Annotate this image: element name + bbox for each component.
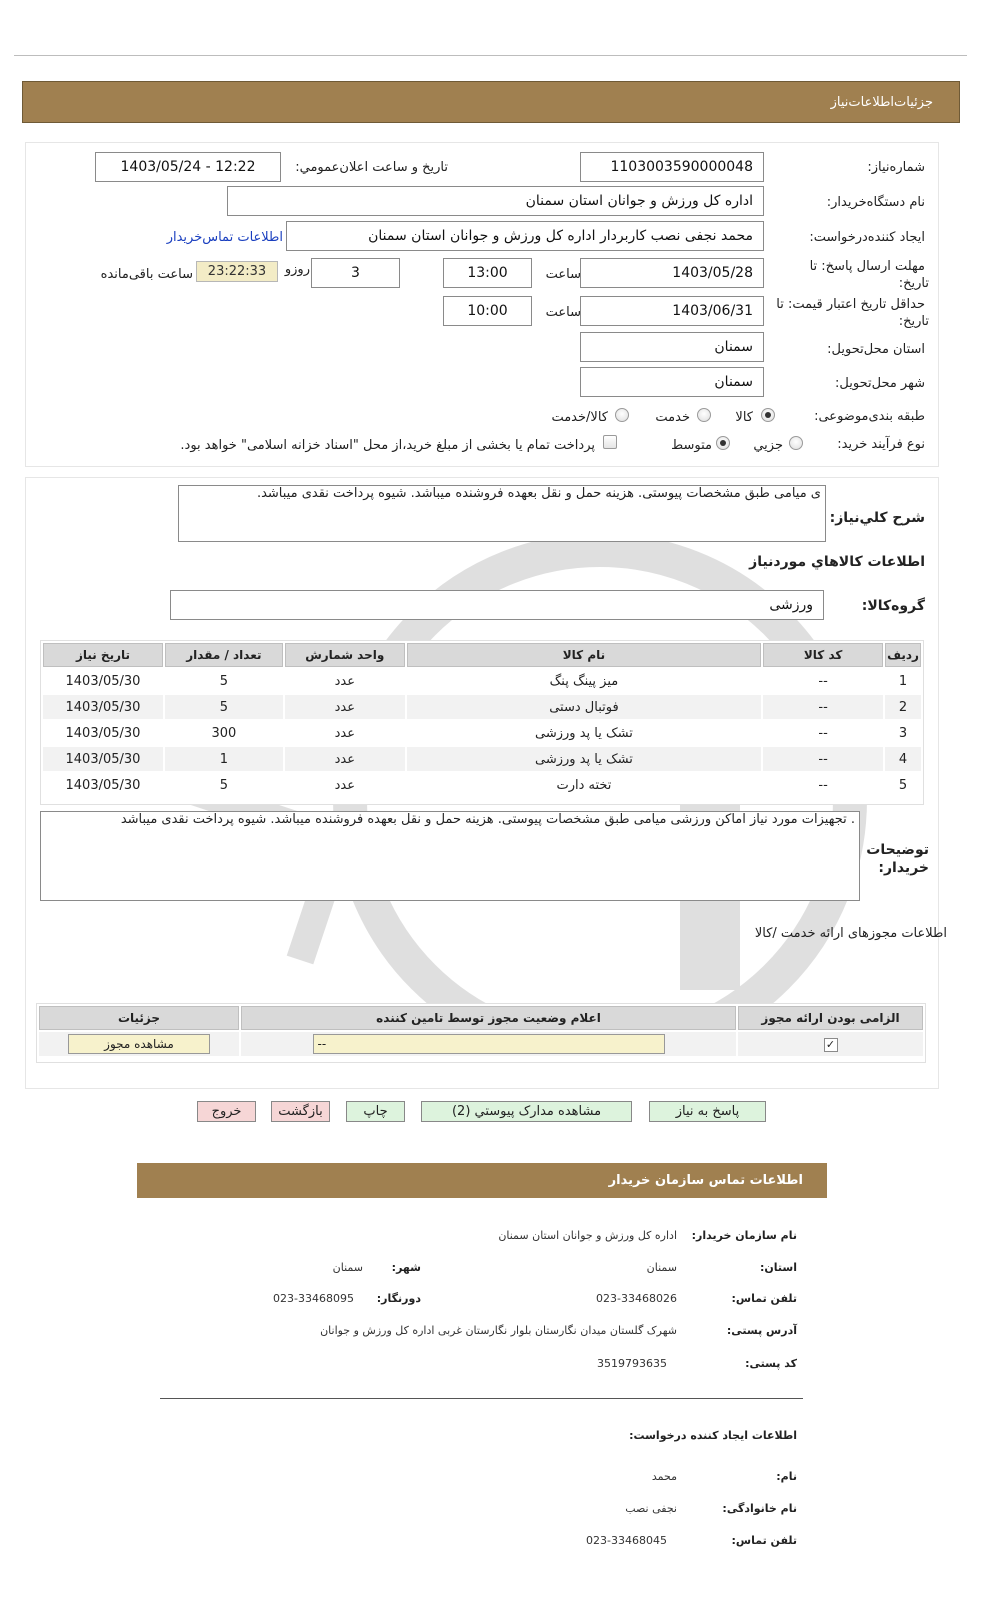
buyer-org-label: نام دستگاه‌خریدار: — [826, 195, 925, 210]
creator-family-label: نام خانوادگی: — [722, 1502, 797, 1515]
deadline-label-date: تاریخ: — [898, 276, 929, 291]
contact-postal-value: 3519793635 — [597, 1357, 667, 1370]
table-row — [43, 773, 921, 797]
contact-title: اطلاعات تماس سازمان خریدار — [608, 1173, 803, 1188]
contact-address-label: آدرس پستی: — [726, 1324, 797, 1337]
deadline-label: مهلت ارسال پاسخ: تا — [809, 259, 925, 274]
table-row — [39, 1032, 923, 1056]
creator-phone-label: تلفن تماس: — [731, 1534, 797, 1547]
contact-org-label: نام سازمان خریدار: — [691, 1229, 797, 1242]
deadline-date-field: 1403/05/28 — [580, 258, 764, 288]
contact-header — [137, 1163, 827, 1198]
cell-unit: عدد — [334, 777, 355, 793]
city-field: سمنان — [580, 367, 764, 397]
process-medium-radio[interactable] — [716, 436, 730, 454]
cell-row: 2 — [885, 695, 921, 719]
countdown-timer: 23:22:33 — [196, 261, 278, 282]
contact-city-value: سمنان — [332, 1261, 363, 1274]
cell-code: -- — [763, 747, 883, 771]
permit-details-cell — [39, 1032, 239, 1056]
goods-section-title: اطلاعات کالاهاي مورد‌نیاز — [749, 554, 925, 570]
creator-family-value: نجفی نصب — [625, 1502, 677, 1515]
col-unit: واحد شمارش — [285, 643, 405, 667]
contact-province-value: سمنان — [646, 1261, 677, 1274]
creator-name-value: محمد — [651, 1470, 677, 1483]
creator-field: محمد نجفی نصب کاربردار اداره کل ورزش و جوانان استان سمنان — [286, 221, 764, 251]
cell-name: تشک یا پد ورزشی — [535, 725, 633, 741]
permit-status-field[interactable]: -- — [313, 1034, 665, 1054]
cell-date: 1403/05/30 — [43, 695, 163, 719]
contact-province-label: استان: — [760, 1261, 797, 1274]
cell-qty: 5 — [165, 695, 283, 719]
contact-phone-value: 023-33468026 — [596, 1292, 677, 1305]
deadline-time-label: ساعت — [545, 267, 581, 282]
view-permit-button[interactable]: مشاهده مجوز — [68, 1034, 210, 1054]
cell-row: 5 — [898, 777, 908, 793]
validity-time-field: 10:00 — [443, 296, 532, 326]
col-permit-required: الزامی بودن ارائه مجوز — [738, 1006, 923, 1030]
cell-name: میز پینگ پنگ — [549, 673, 619, 689]
permits-table-header — [39, 1006, 923, 1030]
category-both-label: کالا/خدمت — [551, 410, 608, 425]
category-goods-radio[interactable] — [761, 408, 775, 426]
cell-date: 1403/05/30 — [65, 725, 141, 741]
goods-table — [40, 640, 924, 805]
cell-name: تشک یا پد ورزشی — [407, 747, 761, 771]
buyer-org-field: اداره کل ورزش و جوانان استان سمنان — [227, 186, 764, 216]
category-both-radio[interactable] — [615, 408, 629, 426]
validity-label: حداقل تاریخ اعتبار قیمت: تا — [776, 297, 925, 312]
col-permit-status: اعلام وضعیت مجوز توسط تامین کننده — [241, 1006, 736, 1030]
cell-code: -- — [763, 695, 883, 719]
permit-required-cell — [738, 1032, 923, 1056]
contact-postal-label: کد پستی: — [745, 1357, 797, 1370]
process-small-label: جزیي — [753, 438, 783, 453]
contact-address-value: شهرک گلستان میدان نگارستان بلوار نگارستان غربی اداره کل ورزش و جوانان — [320, 1324, 677, 1337]
cell-unit: عدد — [334, 725, 355, 741]
exit-button[interactable]: خروج — [197, 1101, 256, 1122]
province-label: استان محل‌تحویل: — [827, 342, 925, 357]
cell-row: 4 — [885, 747, 921, 771]
col-code: کد کالا — [763, 643, 883, 667]
table-row — [43, 669, 921, 693]
city-label: شهر محل‌تحویل: — [835, 376, 925, 391]
cell-row: 3 — [898, 725, 908, 741]
description-label: شرح کلي‌نیاز: — [829, 510, 925, 526]
cell-qty: 5 — [219, 673, 229, 689]
print-button[interactable]: چاپ — [346, 1101, 405, 1122]
page-title: جزئیات‌اطلاعات‌نیاز — [830, 95, 933, 110]
announce-field: 1403/05/24 - 12:22 — [95, 152, 281, 182]
cell-unit: عدد — [285, 695, 405, 719]
page-header — [22, 81, 960, 123]
goods-group-field: ورزشی — [170, 590, 824, 620]
cell-qty: 300 — [211, 725, 237, 741]
contact-divider — [160, 1398, 803, 1399]
remaining-label: ساعت باقی‌مانده — [100, 267, 193, 282]
cell-qty: 1 — [165, 747, 283, 771]
validity-time-label: ساعت — [545, 305, 581, 320]
category-goods-label: کالا — [735, 410, 753, 425]
col-date: تاریخ نیاز — [43, 643, 163, 667]
col-permit-details: جزئیات — [39, 1006, 239, 1030]
description-textarea[interactable]: ی میامی طبق مشخصات پیوستی. هزینه حمل و نقل بعهده فروشنده میباشد. شیوه پرداخت نقدی میباشد. — [178, 485, 826, 542]
validity-label-date: تاریخ: — [898, 314, 929, 329]
creator-name-label: نام: — [776, 1470, 797, 1483]
cell-name: تخته دارت — [556, 777, 612, 793]
announce-label: تاریخ و ساعت اعلان‌عمومي: — [295, 160, 448, 175]
creator-label: ایجاد کننده‌درخواست: — [809, 230, 925, 245]
buyer-notes-textarea[interactable]: . تجهیزات مورد نیاز اماکن ورزشی میامی طبق مشخصات پیوستی. هزینه حمل و نقل بعهده فروشنده میباشد. شیوه پرداخت نقدی میباشد — [40, 811, 860, 901]
buyer-notes-label-2: خریدار: — [878, 860, 929, 876]
creator-info-title: اطلاعات ایجاد کننده درخواست: — [629, 1429, 797, 1442]
cell-unit: عدد — [334, 673, 355, 689]
treasury-checkbox[interactable] — [603, 435, 617, 453]
cell-row: 1 — [898, 673, 908, 689]
permits-title: اطلاعات مجوزهای ارائه خدمت /کالا — [754, 926, 947, 941]
permit-status-cell — [241, 1032, 736, 1056]
permits-table — [36, 1003, 926, 1063]
process-label: نوع فرآیند خرید: — [837, 437, 925, 452]
cell-date: 1403/05/30 — [65, 777, 141, 793]
col-name: نام کالا — [407, 643, 761, 667]
contact-fax-value: 023-33468095 — [273, 1292, 354, 1305]
contact-city-label: شهر: — [391, 1261, 421, 1274]
top-divider — [14, 55, 967, 56]
contact-fax-label: دورنگار: — [376, 1292, 421, 1305]
cell-date: 1403/05/30 — [65, 673, 141, 689]
goods-group-label: گروه‌کالا: — [861, 598, 925, 614]
buyer-contact-link[interactable]: اطلاعات تماس‌خریدار — [166, 230, 283, 245]
attachments-button[interactable]: مشاهده مدارک پیوستي (2) — [421, 1101, 632, 1122]
need-number-field: 1103003590000048 — [580, 152, 764, 182]
cell-qty: 5 — [219, 777, 229, 793]
table-row — [43, 747, 921, 771]
goods-table-header — [43, 643, 921, 667]
back-button[interactable]: بازگشت — [271, 1101, 330, 1122]
cell-code: -- — [818, 777, 828, 793]
cell-unit: عدد — [285, 747, 405, 771]
permit-required-checkbox[interactable]: ✓ — [824, 1038, 838, 1052]
buyer-notes-label: توضیحات — [866, 842, 929, 858]
province-field: سمنان — [580, 332, 764, 362]
days-field: 3 — [311, 258, 400, 288]
category-service-label: خدمت — [655, 410, 690, 425]
cell-name: فوتبال دستی — [407, 695, 761, 719]
contact-phone-label: تلفن تماس: — [731, 1292, 797, 1305]
treasury-text: پرداخت تمام یا بخشی از مبلغ خرید،از محل "اسناد خزانه اسلامی" خواهد بود. — [180, 438, 595, 453]
col-qty: تعداد / مقدار — [165, 643, 283, 667]
col-row: ردیف — [885, 643, 921, 667]
table-row — [43, 695, 921, 719]
process-medium-label: متوسط — [671, 438, 712, 453]
cell-code: -- — [818, 725, 828, 741]
creator-phone-value: 023-33468045 — [586, 1534, 667, 1547]
contact-org-value: اداره کل ورزش و جوانان استان سمنان — [498, 1229, 677, 1242]
deadline-time-field: 13:00 — [443, 258, 532, 288]
cell-code: -- — [818, 673, 828, 689]
need-number-label: شماره‌نیاز: — [867, 160, 925, 175]
reply-button[interactable]: پاسخ به نیاز — [649, 1101, 766, 1122]
cell-date: 1403/05/30 — [43, 747, 163, 771]
category-label: طبقه بندی‌موضوعی: — [814, 409, 925, 424]
days-label: روزو — [284, 262, 310, 277]
process-small-radio[interactable] — [789, 436, 803, 454]
table-row — [43, 721, 921, 745]
category-service-radio[interactable] — [697, 408, 711, 426]
validity-date-field: 1403/06/31 — [580, 296, 764, 326]
